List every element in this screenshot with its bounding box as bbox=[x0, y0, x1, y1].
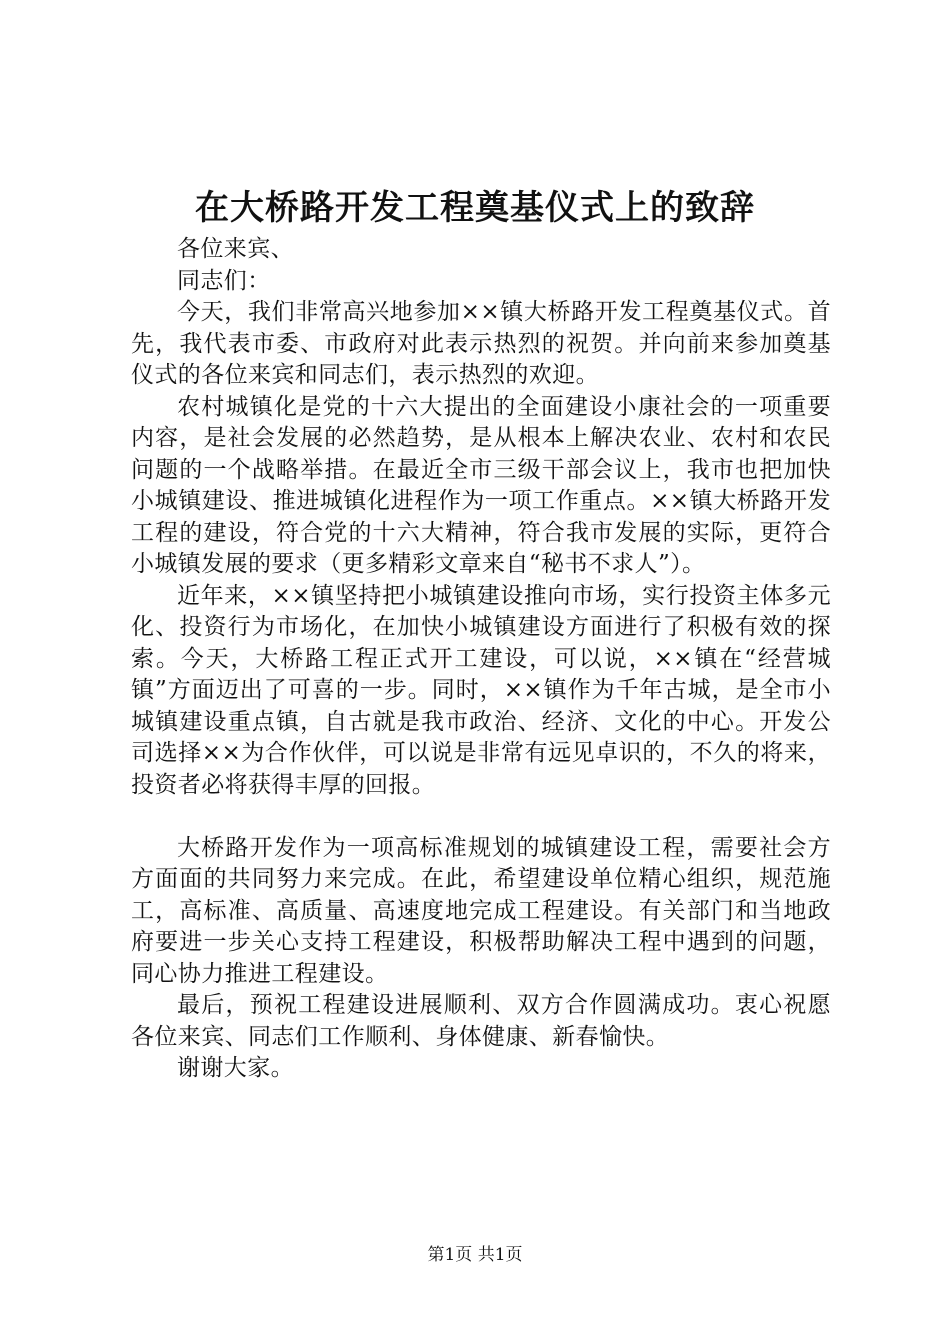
paragraph-recent-years: 近年来，××镇坚持把小城镇建设推向市场，实行投资主体多元化、投资行为市场化，在加快小城镇建设方面进行了积极有效的探索。今天，大桥路工程正式开工建设，可以说，××镇在“经营城镇”方面迈出了可喜的一步。同时，××镇作为千年古城，是全市小城镇建设重点镇，自古就是我市政治、经济、文化的中心。开发公司选择××为合作伙伴，可以说是非常有远见卓识的，不久的将来，投资者必将获得丰厚的回报。 bbox=[131, 582, 831, 798]
salutation-guests: 各位来宾、 bbox=[177, 236, 294, 262]
paragraph-thanks: 谢谢大家。 bbox=[177, 1055, 294, 1081]
paragraph-development: 大桥路开发作为一项高标准规划的城镇建设工程，需要社会方方面面的共同努力来完成。在此，希望建设单位精心组织，规范施工，高标准、高质量、高速度地完成工程建设。有关部门和当地政府要进一步关心支持工程建设，积极帮助解决工程中遇到的问题，同心协力推进工程建设。 bbox=[131, 834, 831, 987]
page-number-footer: 第1页 共1页 bbox=[427, 1245, 523, 1265]
salutation-comrades: 同志们： bbox=[177, 267, 271, 294]
paragraph-opening: 今天，我们非常高兴地参加××镇大桥路开发工程奠基仪式。首先，我代表市委、市政府对此表示热烈的祝贺。并向前来参加奠基仪式的各位来宾和同志们，表示热烈的欢迎。 bbox=[131, 299, 831, 388]
document-title: 在大桥路开发工程奠基仪式上的致辞 bbox=[195, 188, 755, 228]
paragraph-closing-wishes: 最后，预祝工程建设进展顺利、双方合作圆满成功。衷心祝愿各位来宾、同志们工作顺利、身体健康、新春愉快。 bbox=[131, 992, 831, 1050]
paragraph-urbanization: 农村城镇化是党的十六大提出的全面建设小康社会的一项重要内容，是社会发展的必然趋势，是从根本上解决农业、农村和农民问题的一个战略举措。在最近全市三级干部会议上，我市也把加快小城镇建设、推进城镇化进程作为一项工作重点。××镇大桥路开发工程的建设，符合党的十六大精神，符合我市发展的实际，更符合小城镇发展的要求（更多精彩文章来自“秘书不求人”）。 bbox=[131, 393, 831, 577]
document-body bbox=[131, 234, 831, 1085]
